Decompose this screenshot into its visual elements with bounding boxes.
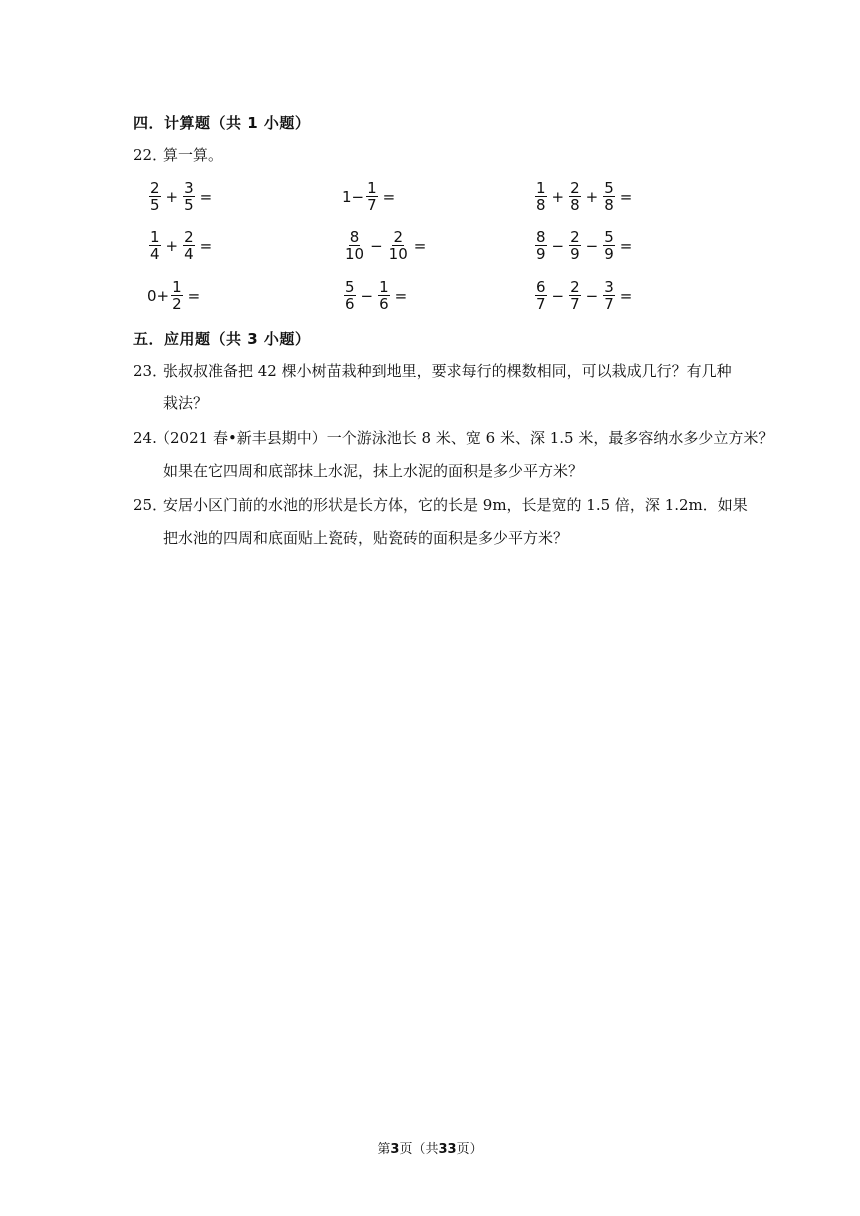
fraction: $\frac{1}{4}$ [150,228,160,263]
fraction: $\frac{1}{7}$ [367,179,377,214]
expression-7 [147,279,200,312]
equals-sign: = [413,236,427,255]
question-number: 22． [133,146,168,164]
fraction: $\frac{1}{2}$ [172,278,182,313]
operator: + [551,187,565,206]
question-number: 24. [133,429,157,447]
question-25 [133,495,748,515]
fraction: $\frac{2}{9}$ [570,228,580,263]
expression-8 [342,279,407,312]
question-text-line: 张叔叔准备把 42 棵小树苗栽种到地里，要求每行的棵数相同，可以栽成几行？有几种 [163,362,732,380]
operator: − [370,236,383,255]
expression-5 [342,229,426,262]
question-text: 算一算。 [163,146,224,164]
question-24-cont: 如果在它四周和底部抹上水泥，抹上水泥的面积是多少平方米？ [163,462,584,480]
question-23-cont: 栽法？ [163,394,209,412]
question-text-line: （2021 春•新丰县期中）一个游泳池长 8 米、宽 6 米、深 1.5 米，最多容纳水多少立方米？ [155,429,774,447]
question-number: 23． [133,362,168,380]
expression-6 [533,229,632,262]
fraction: $\frac{5}{9}$ [604,228,614,263]
fraction: $\frac{2}{7}$ [570,278,580,313]
expression-9 [533,279,632,312]
fraction: $\frac{8}{9}$ [536,228,546,263]
page-number: 3 [390,1142,400,1157]
section-title-calculation: 四．计算题（共 1 小题） [133,114,311,132]
fraction: $\frac{3}{7}$ [604,278,614,313]
equals-sign: = [199,236,213,255]
operator: − [360,286,374,305]
expression-2 [342,180,395,213]
fraction: $\frac{2}{4}$ [184,228,194,263]
total-pages: 33 [438,1142,457,1157]
fraction: $\frac{5}{6}$ [345,278,355,313]
expression-1 [147,180,212,213]
lead-term: 0+ [147,286,170,305]
fraction: $\frac{8}{10}$ [345,228,365,263]
operator: − [585,236,599,255]
equals-sign: = [619,236,633,255]
expression-3 [533,180,632,213]
equals-sign: = [382,187,396,206]
question-23 [133,361,732,381]
question-number: 25． [133,496,168,514]
equals-sign: = [619,286,633,305]
question-22 [133,145,223,165]
operator: − [585,286,599,305]
operator: − [551,236,565,255]
expression-4 [147,229,212,262]
lead-term: 1− [342,187,365,206]
operator: − [551,286,565,305]
fraction: $\frac{2}{8}$ [570,179,580,214]
fraction: $\frac{1}{6}$ [379,278,389,313]
fraction: $\frac{1}{8}$ [536,179,546,214]
question-25-cont: 把水池的四周和底面贴上瓷砖，贴瓷砖的面积是多少平方米？ [163,529,569,547]
operator: + [585,187,599,206]
equals-sign: = [187,286,201,305]
page-footer: 第3页（共33页） [377,1142,483,1157]
equals-sign: = [619,187,633,206]
fraction: $\frac{3}{5}$ [184,179,194,214]
fraction: $\frac{6}{7}$ [536,278,546,313]
operator: + [165,187,179,206]
question-text-line: 安居小区门前的水池的形状是长方体，它的长是 9m，长是宽的 1.5 倍，深 1.2m．如果 [163,496,748,514]
operator: + [165,236,179,255]
equals-sign: = [199,187,213,206]
equals-sign: = [394,286,408,305]
fraction: $\frac{5}{8}$ [604,179,614,214]
question-24 [133,428,773,448]
section-title-application: 五．应用题（共 3 小题） [133,330,311,348]
fraction: $\frac{2}{10}$ [388,228,408,263]
fraction: $\frac{2}{5}$ [150,179,160,214]
